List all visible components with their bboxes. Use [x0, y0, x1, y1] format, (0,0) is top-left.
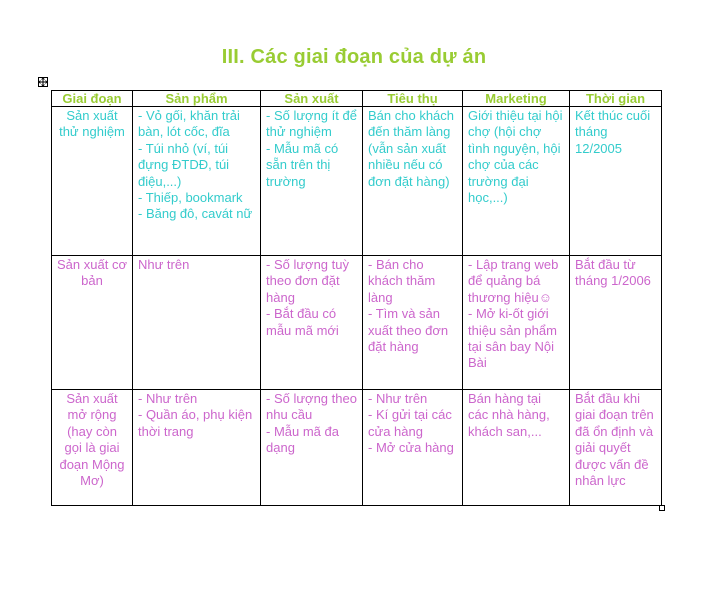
cell-consumption — [363, 256, 463, 390]
cell-line: - Mở ki-ốt giới thiệu sản phẩm tại sân bay Nội Bài — [468, 306, 557, 371]
cell-marketing — [463, 256, 570, 390]
cell-line: - Mở cửa hàng — [368, 440, 454, 456]
cell-line: - Quần áo, phụ kiện thời trang — [138, 407, 253, 439]
header-phase: Giai đoạn — [52, 91, 133, 107]
cell-line: - Bán cho khách thăm làng — [368, 257, 436, 305]
header-production: Sản xuất — [261, 91, 363, 107]
cell-phase: Sản xuất cơ bản — [52, 256, 133, 390]
cell-line: Như trên — [138, 257, 190, 272]
cell-phase: Sản xuất mở rộng (hay còn gọi là giai đoạn Mộng Mơ) — [52, 390, 133, 506]
cell-line: Kết thúc cuối tháng 12/2005 — [575, 108, 651, 156]
cell-line: - Như trên — [368, 391, 428, 406]
table-row — [52, 256, 662, 390]
cell-marketing — [463, 390, 570, 506]
cell-line: - Thiếp, bookmark — [138, 190, 243, 206]
cell-line: Giới thiệu tại hội chợ (hội chợ tình nguyện, hội chợ của các trường đại học,...) — [468, 108, 563, 206]
cell-line: - Kí gửi tại các cửa hàng — [368, 407, 452, 439]
cell-consumption — [363, 390, 463, 506]
header-consumption: Tiêu thụ — [363, 91, 463, 107]
cell-marketing — [463, 107, 570, 256]
cell-line: - Lập trang web để quảng bá thương hiệu☺ — [468, 257, 559, 305]
cell-line: - Số lượng tuỳ theo đơn đặt hàng — [266, 257, 349, 305]
cell-line: - Mẫu mã có sẵn trên thị trường — [266, 140, 339, 189]
cell-line: - Bắt đầu có mẫu mã mới — [266, 306, 339, 338]
cell-line: - Mẫu mã đa dạng — [266, 423, 339, 456]
cell-time — [570, 107, 662, 256]
header-time: Thời gian — [570, 91, 662, 107]
cell-consumption — [363, 107, 463, 256]
cell-line: Bán hàng tại các nhà hàng, khách san,... — [468, 391, 550, 439]
cell-line: - Số lượng ít để thử nghiệm — [266, 108, 357, 140]
cell-phase: Sản xuất thử nghiệm — [52, 107, 133, 256]
cell-line: - Số lượng theo nhu cầu — [266, 391, 357, 423]
cell-line: - Như trên — [138, 391, 198, 406]
table-row — [52, 107, 662, 256]
cell-time — [570, 256, 662, 390]
cell-line: Bắt đầu từ tháng 1/2006 — [575, 257, 651, 289]
table-resize-handle[interactable] — [659, 505, 665, 511]
cell-line: - Tìm và sản xuất theo đơn đặt hàng — [368, 306, 449, 355]
cell-line: Bán cho khách đến thăm làng (vẫn sản xuất nhiều nếu có đơn đặt hàng) — [368, 108, 455, 189]
cell-production — [261, 107, 363, 256]
cell-line: Bắt đầu khi giai đoạn trên đã ổn định và giải quyết được vấn đề nhân lực — [575, 391, 654, 489]
table-header-row — [52, 91, 662, 107]
cell-time — [570, 390, 662, 506]
cell-line: - Vỏ gối, khăn trải bàn, lót cốc, đĩa — [138, 108, 240, 140]
cell-production — [261, 256, 363, 390]
cell-product — [133, 256, 261, 390]
header-product: Sản phẩm — [133, 91, 261, 107]
table-row — [52, 390, 662, 506]
cell-product — [133, 107, 261, 256]
cell-line: - Túi nhỏ (ví, túi đựng ĐTDĐ, túi điệu,...) — [138, 140, 230, 189]
cell-product — [133, 390, 261, 506]
page-title: III. Các giai đoạn của dự án — [221, 46, 487, 68]
table-move-handle-icon[interactable] — [38, 77, 48, 87]
cell-production — [261, 390, 363, 506]
cell-line: - Băng đô, cavát nữ — [138, 206, 253, 222]
project-phases-table — [51, 90, 662, 506]
header-marketing: Marketing — [463, 91, 570, 107]
